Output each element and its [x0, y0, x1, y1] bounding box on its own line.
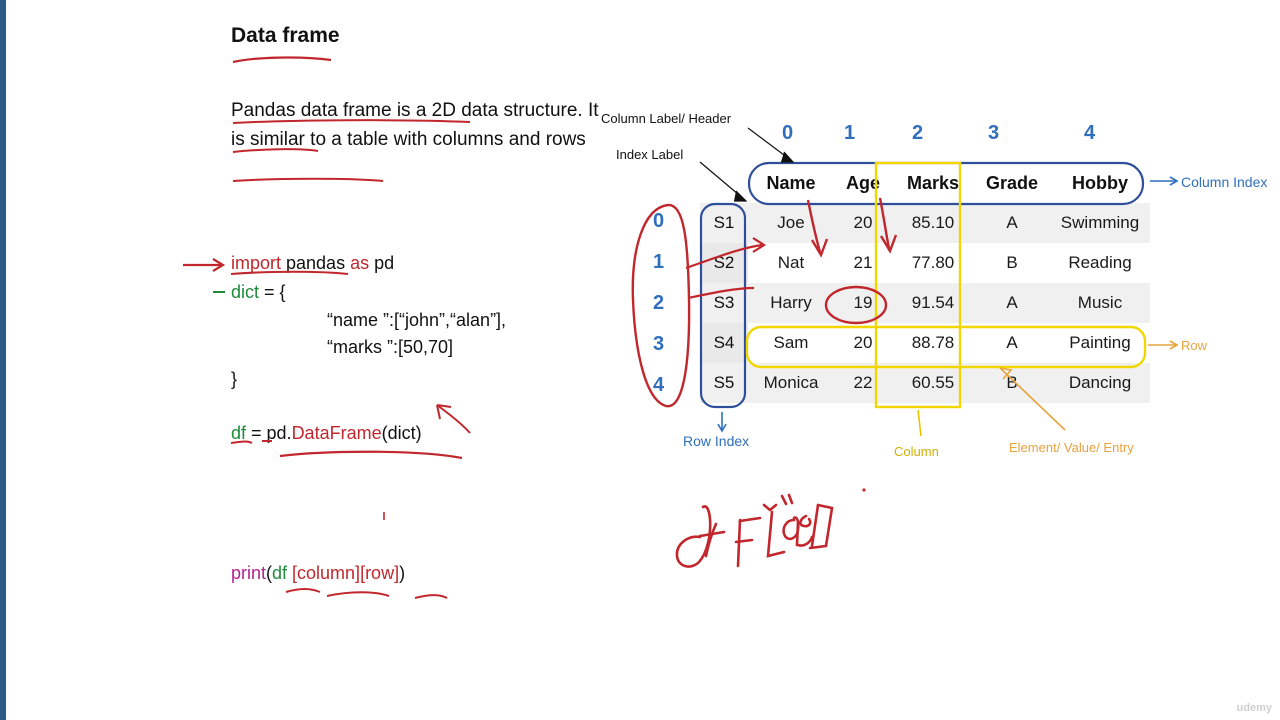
- as-keyword: as: [350, 253, 370, 273]
- row-number-0: 0: [653, 210, 665, 232]
- paragraph-underline-3: [233, 179, 383, 181]
- cell-name-0: Joe: [748, 203, 834, 243]
- leader-column-label-head: [781, 152, 793, 162]
- table-row: [700, 283, 1150, 323]
- row-number-1: 1: [653, 251, 665, 273]
- cell-age-0: 20: [834, 203, 892, 243]
- cell-marks-1: 77.80: [911, 253, 955, 272]
- page-title: Data frame: [231, 24, 340, 47]
- cell-marks-0: 85.10: [892, 203, 974, 243]
- print-open-paren: (: [266, 563, 273, 583]
- index-label-s3: S3: [700, 283, 748, 323]
- leader-row-index-head: [718, 424, 726, 431]
- annotation-row-index: Row Index: [683, 433, 750, 449]
- dict-open: = {: [259, 282, 286, 302]
- annotation-column-index: Column Index: [1181, 174, 1268, 190]
- cell-hobby-0: Swimming: [1050, 203, 1150, 243]
- cell-grade-4: B: [974, 363, 1050, 403]
- title-underline-stroke: [233, 58, 331, 62]
- code-dict-entry-name: “name ”:[“john”,“alan”],: [327, 310, 507, 330]
- left-edge-bar: [0, 0, 6, 720]
- column-number-2: 2: [912, 122, 924, 144]
- annotation-index-label: Index Label: [616, 147, 684, 162]
- header-grade: Grade: [974, 163, 1050, 203]
- print-column-selector: [column]: [287, 563, 361, 583]
- annotation-column-label-header: Column Label/ Header: [601, 111, 732, 126]
- udemy-watermark: udemy: [1236, 702, 1272, 714]
- annotation-column: Column: [894, 444, 939, 459]
- cell-hobby-4: Dancing: [1050, 363, 1150, 403]
- cell-grade-2: A: [974, 283, 1050, 323]
- print-underline-3: [415, 595, 447, 598]
- dataframe-arrow-head: [437, 405, 451, 419]
- cell-age-1: 21: [853, 253, 873, 272]
- print-close-paren: ): [399, 563, 406, 583]
- table-row: [700, 203, 1150, 243]
- code-dict-line: [231, 282, 286, 303]
- cell-grade-0: A: [974, 203, 1050, 243]
- df-variable: df: [231, 423, 247, 443]
- annotation-element-value-entry: Element/ Value/ Entry: [1009, 440, 1134, 455]
- cell-name-3: Sam: [773, 333, 809, 352]
- df-arguments: (dict): [381, 423, 422, 443]
- cell-age-2: 19: [834, 283, 892, 323]
- column-number-3: 3: [988, 122, 1000, 144]
- column-number-1: 1: [844, 122, 856, 144]
- header-name: Name: [748, 163, 834, 203]
- cell-marks-4: 60.55: [892, 363, 974, 403]
- cell-hobby-1: Reading: [1068, 253, 1132, 272]
- dict-variable: dict: [231, 282, 260, 302]
- dataframe-call: DataFrame: [291, 423, 382, 443]
- dataframe-arrow-line: [437, 405, 470, 433]
- print-underline-2: [327, 592, 389, 596]
- cell-name-1: Nat: [777, 253, 805, 272]
- df-assign: = pd.: [246, 423, 292, 443]
- index-label-s1: S1: [700, 203, 748, 243]
- cell-grade-3: A: [1006, 333, 1018, 352]
- table-row: [700, 243, 1150, 283]
- code-dict-close: }: [231, 369, 238, 389]
- arrow-column-index-head: [1170, 177, 1177, 185]
- column-number-4: 4: [1084, 122, 1096, 144]
- stray-dot-right: [862, 488, 865, 491]
- cell-grade-1: B: [1006, 253, 1018, 272]
- code-dataframe-line: [231, 423, 422, 444]
- column-number-0: 0: [782, 122, 794, 144]
- index-label-s2: S2: [700, 243, 748, 283]
- table-row: [700, 323, 1150, 363]
- cell-age-3: 20: [853, 333, 873, 352]
- leader-column-annotation: [918, 410, 921, 436]
- print-row-selector: [row]: [360, 563, 400, 583]
- code-print-line: [231, 563, 405, 584]
- cell-marks-2: 91.54: [892, 283, 974, 323]
- dataframe-table: [700, 163, 1150, 403]
- annotation-row: Row: [1181, 338, 1208, 353]
- import-alias: pd: [369, 253, 395, 273]
- cell-hobby-2: Music: [1050, 283, 1150, 323]
- handwritten-df-age-note: [677, 495, 832, 567]
- dataframe-underline: [280, 452, 462, 458]
- header-age: Age: [834, 163, 892, 203]
- cell-name-2: Harry: [748, 283, 834, 323]
- import-pointer-head: [213, 259, 223, 271]
- description-paragraph: Pandas data frame is a 2D data structure. It is similar to a table with columns and rows: [231, 100, 599, 150]
- index-label-s4: S4: [700, 323, 748, 363]
- cell-name-4: Monica: [748, 363, 834, 403]
- row-number-4: 4: [653, 374, 665, 396]
- row-number-2: 2: [653, 292, 665, 314]
- import-keyword: import: [231, 253, 282, 273]
- import-module: pandas: [281, 253, 351, 273]
- print-df-variable: df: [272, 563, 288, 583]
- code-dict-entry-marks: “marks ”:[50,70]: [327, 337, 454, 357]
- header-corner-cell: [700, 163, 748, 203]
- print-underline-1: [286, 589, 320, 592]
- table-row: [700, 363, 1150, 403]
- header-hobby: Hobby: [1050, 163, 1150, 203]
- index-label-s5: S5: [700, 363, 748, 403]
- arrow-row-annotation-head: [1170, 341, 1177, 349]
- cell-age-4: 22: [834, 363, 892, 403]
- print-keyword: print: [231, 563, 267, 583]
- row-number-3: 3: [653, 333, 665, 355]
- cell-marks-3: 88.78: [911, 333, 955, 352]
- cell-hobby-3: Painting: [1069, 333, 1131, 352]
- table-header-row: [700, 163, 1150, 203]
- code-import-line: [231, 253, 394, 274]
- header-marks: Marks: [892, 163, 974, 203]
